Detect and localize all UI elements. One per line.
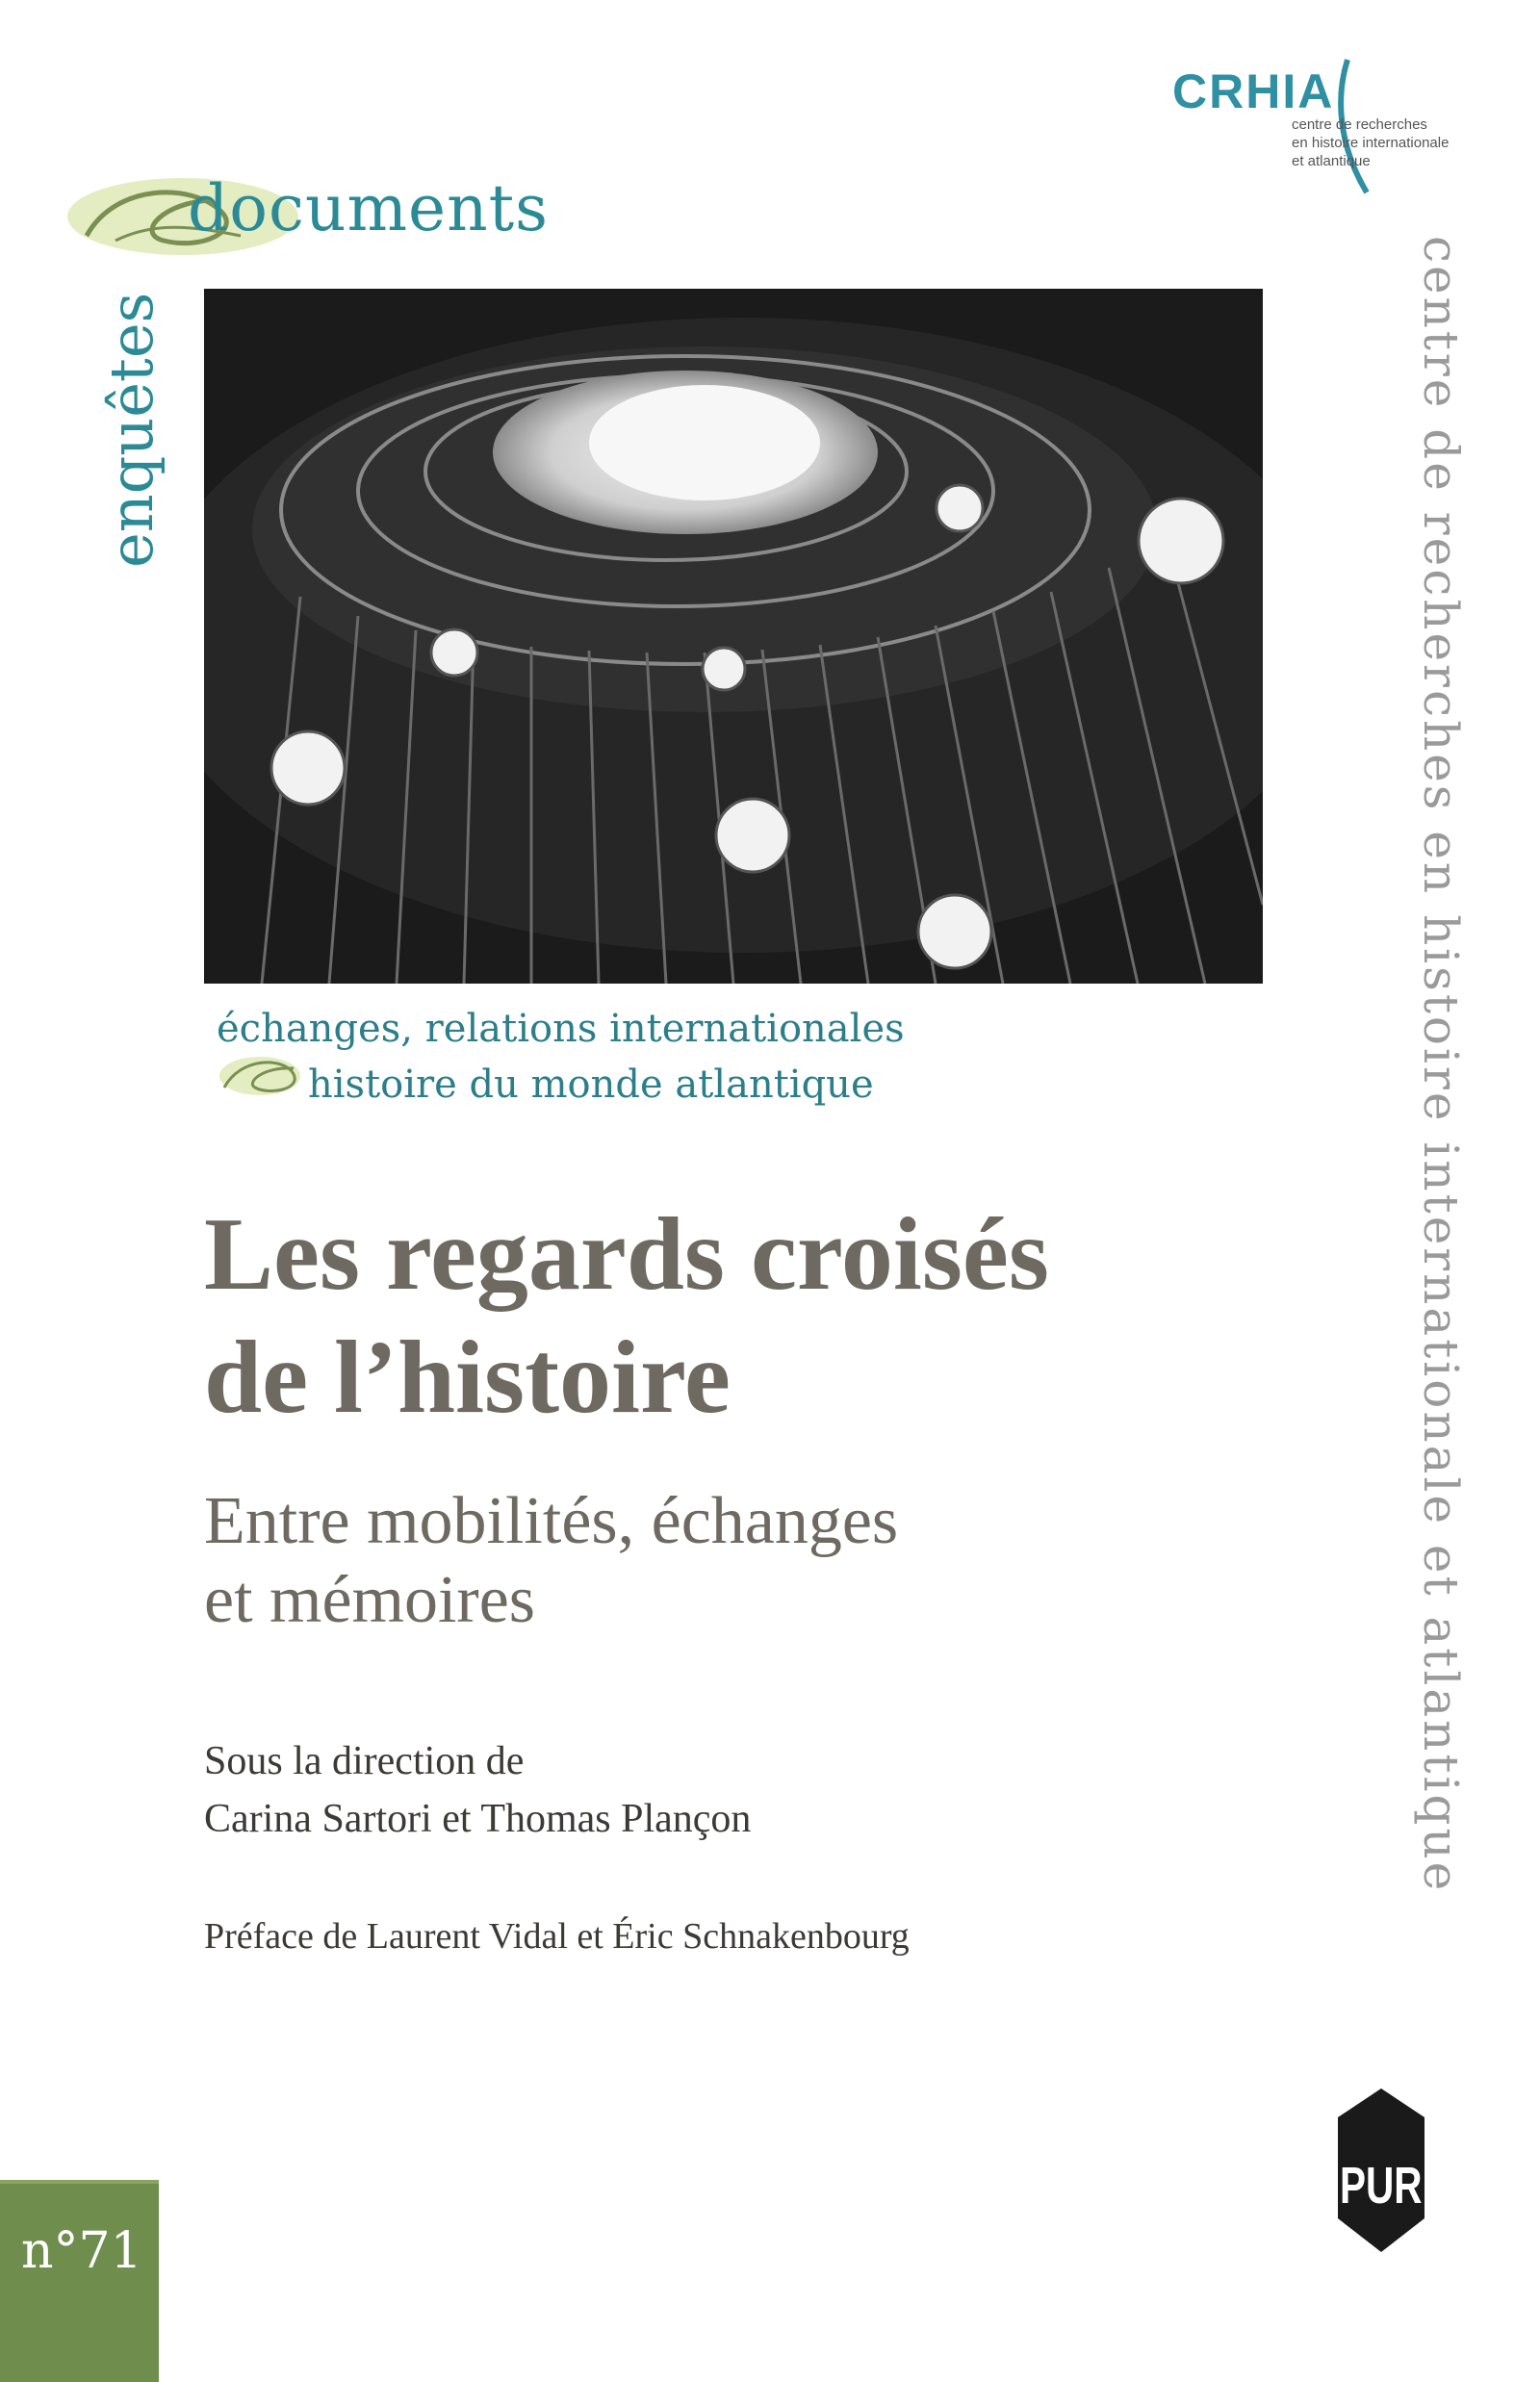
spiral-staircase-image [204,289,1263,984]
book-subtitle: Entre mobilités, échanges et mémoires [204,1484,899,1637]
crhia-tagline: centre de recherches en histoire internationale et atlantique [1292,116,1450,169]
series-word-enquetes: enquêtes [96,292,167,568]
collection-name [217,1001,905,1113]
issue-number: n°71 [21,2222,142,2280]
vertical-series-text: centre de recherches en histoire internationale et atlantique [1413,236,1469,1894]
ampersand-small-icon [217,1047,313,1105]
editors-names: Carina Sartori et Thomas Plançon [204,1797,752,1841]
editors-block [204,1732,751,1848]
collection-line-2: histoire du monde atlantique [308,1063,874,1107]
crhia-logo [1172,58,1500,202]
book-title: Les regards croisés de l’histoire [204,1197,1049,1435]
crhia-acronym: CRHIA [1172,64,1335,118]
series-word-documents: documents [188,171,549,245]
cover-photo-staircase [204,289,1263,984]
pur-logo: PUR [1338,2088,1424,2252]
issue-number-box [0,2180,159,2382]
preface-credit: Préface de Laurent Vidal et Éric Schnakenbourg [204,1916,910,1957]
direction-label: Sous la direction de [204,1739,525,1783]
collection-line-1: échanges, relations internationales [217,1007,905,1051]
